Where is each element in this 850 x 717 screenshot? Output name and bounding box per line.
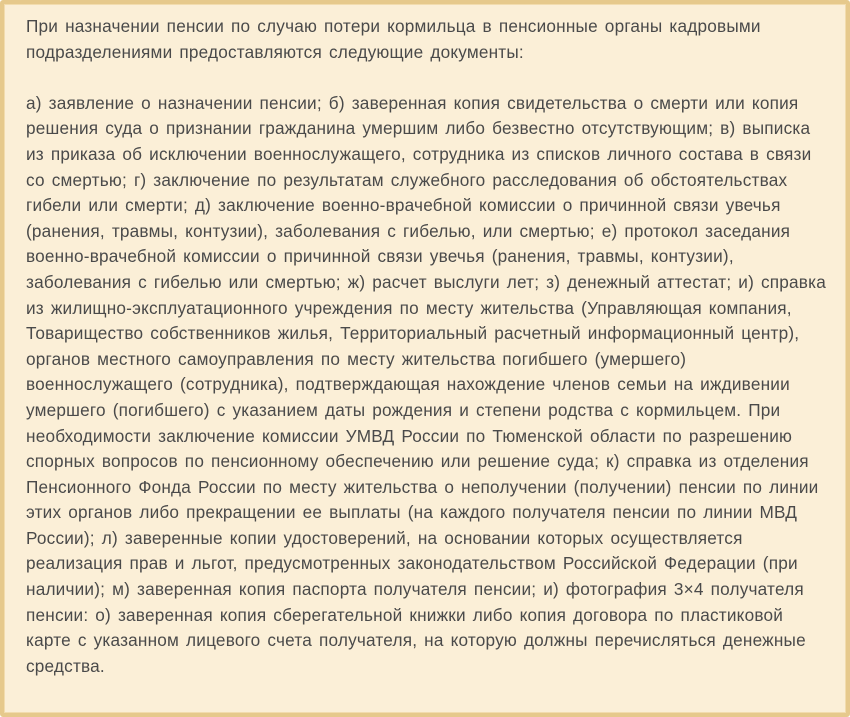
intro-paragraph: При назначении пенсии по случаю потери кормильца в пенсионные органы кадровыми подразделениями предоставляются следующие документы: <box>26 16 761 62</box>
document-content <box>26 14 834 679</box>
documents-list-paragraph: а) заявление о назначении пенсии; б) заверенная копия свидетельства о смерти или копия решения суда о признании гражданина умершим либо безвестно отсутствующим; в) выписка из приказа об исключении военнослужащего, сотрудника из списков личного состава в связи со смертью; г) заключение по результатам служебного расследования об обстоятельствах гибели или смерти; д) заключение военно-врачебной комиссии о причинной связи увечья (ранения, травмы, контузии), заболевания с гибелью, или смертью; е) протокол заседания военно-врачебной комиссии о причинной связи увечья (ранения, травмы, контузии), заболевания с гибелью или смертью; ж) расчет выслуги лет; з) денежный аттестат; и) справка из жилищно-эксплуатационного учреждения по месту жительства (Управляющая компания, Товарищество собственников жилья, Территориальный расчетный информационный центр), органов местного самоуправления по месту жительства погибшего (умершего) военнослужащего (сотрудника), подтверждающая нахождение членов семьи на иждивении умершего (погибшего) с указанием даты рождения и степени родства с кормильцем. При необходимости заключение комиссии УМВД России по Тюменской области по разрешению спорных вопросов по пенсионному обеспечению или решение суда; к) справка из отделения Пенсионного Фонда России по месту жительства о неполучении (получении) пенсии по линии этих органов либо прекращении ее выплаты (на каждого получателя пенсии по линии МВД России); л) заверенные копии удостоверений, на основании которых осуществляется реализация прав и льгот, предусмотренных законодательством Российской Федерации (при наличии); м) заверенная копия паспорта получателя пенсии; и) фотография 3×4 получателя пенсии: о) заверенная копия сберегательной книжки либо копия договора по пластиковой карте с указанном лицевого счета получателя, на которую должны перечисляться денежные средства. <box>26 92 826 676</box>
